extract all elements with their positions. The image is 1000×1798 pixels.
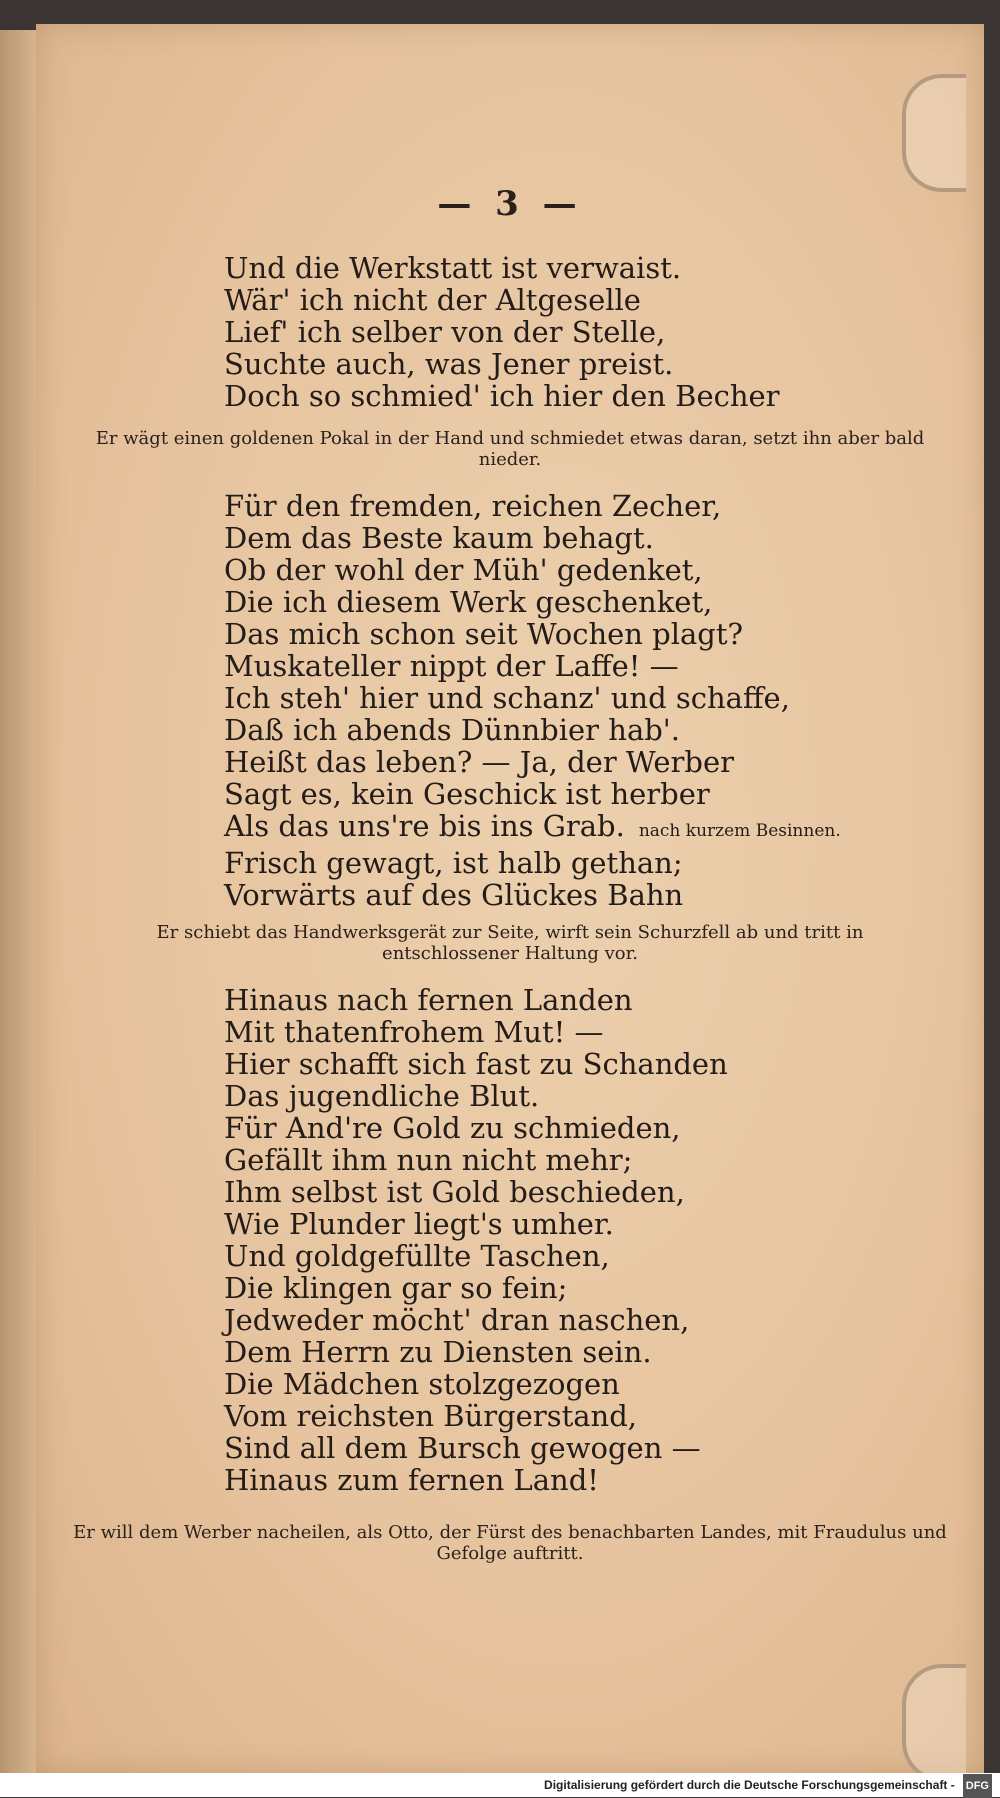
verse-line: Hinaus zum fernen Land! — [224, 1463, 599, 1497]
verse-line — [224, 810, 841, 847]
verse-line: Vorwärts auf des Glückes Bahn — [224, 878, 684, 912]
footer-text: Digitalisierung gefördert durch die Deutsche Forschungsgemeinschaft - — [544, 1778, 955, 1792]
verse-line: Ihm selbst ist Gold beschieden, — [224, 1175, 685, 1209]
verse-line: Wie Plunder liegt's umher. — [224, 1207, 614, 1241]
verse-line: Für den fremden, reichen Zecher, — [224, 489, 722, 523]
verse-line: Jedweder möcht' dran naschen, — [224, 1303, 690, 1337]
verse-line: Die Mädchen stolzgezogen — [224, 1367, 620, 1401]
verse-block-1 — [224, 252, 780, 412]
stage-direction-3: Er will dem Werber nacheilen, als Otto, der Fürst des benachbarten Landes, mit Fraudulus und Gefolge auftritt. — [73, 1522, 947, 1564]
verse-line: Ob der wohl der Müh' gedenket, — [224, 553, 703, 587]
verse-line: Daß ich abends Dünnbier hab'. — [224, 713, 680, 747]
dfg-logo: DFG — [963, 1774, 992, 1798]
verse-line: Die klingen gar so fein; — [224, 1271, 568, 1305]
verse-line: Ich steh' hier und schanz' und schaffe, — [224, 681, 790, 715]
stage-direction-2: Er schiebt das Handwerksgerät zur Seite, wirft sein Schurzfell ab und tritt in entschlossener Haltung vor. — [156, 922, 864, 964]
verse-line: Hinaus nach fernen Landen — [224, 983, 633, 1017]
verse-line: Das jugendliche Blut. — [224, 1079, 540, 1113]
verse-line: Die ich diesem Werk geschenket, — [224, 585, 713, 619]
page-clip-bottom — [902, 1664, 966, 1782]
digitization-footer — [0, 1773, 1000, 1797]
verse-line: Sind all dem Bursch gewogen — — [224, 1431, 701, 1465]
verse-line: Wär' ich nicht der Altgeselle — [224, 283, 641, 317]
inline-stage-direction: nach kurzem Besinnen. — [638, 821, 841, 841]
verse-line: Das mich schon seit Wochen plagt? — [224, 617, 744, 651]
stage-direction-1: Er wägt einen goldenen Pokal in der Hand und schmiedet etwas daran, setzt ihn aber bald nieder. — [95, 428, 925, 470]
page-clip-top — [902, 74, 966, 192]
verse-line: Suchte auch, was Jener preist. — [224, 347, 674, 381]
verse-line: Und goldgefüllte Taschen, — [224, 1239, 610, 1273]
page-number: — 3 — — [437, 184, 583, 224]
verse-line: Mit thatenfrohem Mut! — — [224, 1015, 604, 1049]
verse-line: Hier schafft sich fast zu Schanden — [224, 1047, 728, 1081]
verse-line: Vom reichsten Bürgerstand, — [224, 1399, 637, 1433]
verse-line: Muskateller nippt der Laffe! — — [224, 649, 679, 683]
verse-line: Frisch gewagt, ist halb gethan; — [224, 846, 683, 880]
verse-line: Gefällt ihm nun nicht mehr; — [224, 1143, 633, 1177]
verse-line: Und die Werkstatt ist verwaist. — [224, 251, 682, 285]
verse-line: Lief' ich selber von der Stelle, — [224, 315, 666, 349]
verse-line: Dem das Beste kaum behagt. — [224, 521, 654, 555]
verse-block-3 — [224, 984, 728, 1496]
verse-line: Heißt das leben? — Ja, der Werber — [224, 745, 734, 779]
verse-line: Sagt es, kein Geschick ist herber — [224, 777, 710, 811]
verse-line: Doch so schmied' ich hier den Becher — [224, 379, 780, 413]
previous-page-edge — [0, 30, 40, 1775]
verse-line: Für And're Gold zu schmieden, — [224, 1111, 681, 1145]
verse-block-2 — [224, 490, 841, 911]
verse-text: Als das uns're bis ins Grab. — [224, 809, 625, 843]
book-page — [36, 24, 984, 1774]
verse-line: Dem Herrn zu Diensten sein. — [224, 1335, 652, 1369]
